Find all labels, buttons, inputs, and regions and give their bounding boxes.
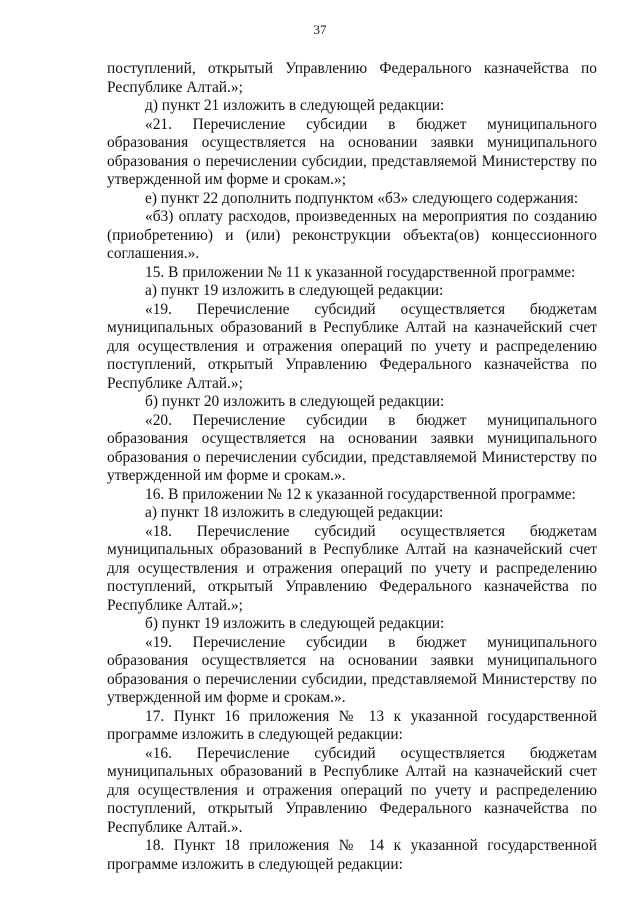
paragraph: «21. Перечисление субсидии в бюджет муниципального образования осуществляется на основании заявки муниципального образования о перечислении субсидии, представляемой Министерству по утвержденной им форме и срокам.»;: [107, 115, 597, 188]
paragraph: поступлений, открытый Управлению Федерального казначейства по Республике Алтай.»;: [107, 60, 597, 96]
paragraph: 18. Пункт 18 приложения № 14 к указанной государственной программе изложить в следующей редакции:: [107, 837, 597, 873]
paragraph: «16. Перечисление субсидий осуществляется бюджетам муниципальных образований в Республике Алтай на казначейский счет для осуществления и отражения операций по учету и распределению поступлений, открытый Управлению Федерального казначейства по Республике Алтай.».: [107, 744, 597, 836]
paragraph: «18. Перечисление субсидий осуществляется бюджетам муниципальных образований в Республике Алтай на казначейский счет для осуществления и отражения операций по учету и распределению поступлений, открытый Управлению Федерального казначейства по Республике Алтай.»;: [107, 522, 597, 614]
paragraph: 16. В приложении № 12 к указанной государственной программе:: [145, 485, 576, 503]
paragraph: «б3) оплату расходов, произведенных на мероприятия по созданию (приобретению) и (или) реконструкции объекта(ов) концессионного соглашения.».: [107, 208, 597, 262]
paragraph: е) пункт 22 дополнить подпунктом «б3» следующего содержания:: [145, 189, 579, 207]
document-body: [107, 60, 597, 874]
paragraph: а) пункт 18 изложить в следующей редакции:: [145, 504, 444, 521]
paragraph: «19. Перечисление субсидии в бюджет муниципального образования осуществляется на основании заявки муниципального образования о перечислении субсидии, представляемой Министерству по утвержденной им форме и срокам.».: [107, 633, 597, 706]
paragraph: б) пункт 20 изложить в следующей редакции:: [145, 393, 445, 410]
paragraph: д) пункт 21 изложить в следующей редакции:: [145, 97, 445, 114]
paragraph: «19. Перечисление субсидий осуществляется бюджетам муниципальных образований в Республике Алтай на казначейский счет для осуществления и отражения операций по учету и распределению поступлений, открытый Управлению Федерального казначейства по Республике Алтай.»;: [107, 300, 597, 392]
paragraph: 17. Пункт 16 приложения № 13 к указанной государственной программе изложить в следующей редакции:: [107, 707, 597, 743]
paragraph: б) пункт 19 изложить в следующей редакции:: [145, 615, 445, 632]
paragraph: 15. В приложении № 11 к указанной государственной программе:: [145, 263, 576, 281]
page-number: 37: [313, 22, 327, 37]
paragraph: «20. Перечисление субсидии в бюджет муниципального образования осуществляется на основании заявки муниципального образования о перечислении субсидии, представляемой Министерству по утвержденной им форме и срокам.».: [107, 411, 597, 484]
paragraph: а) пункт 19 изложить в следующей редакции:: [145, 282, 444, 299]
